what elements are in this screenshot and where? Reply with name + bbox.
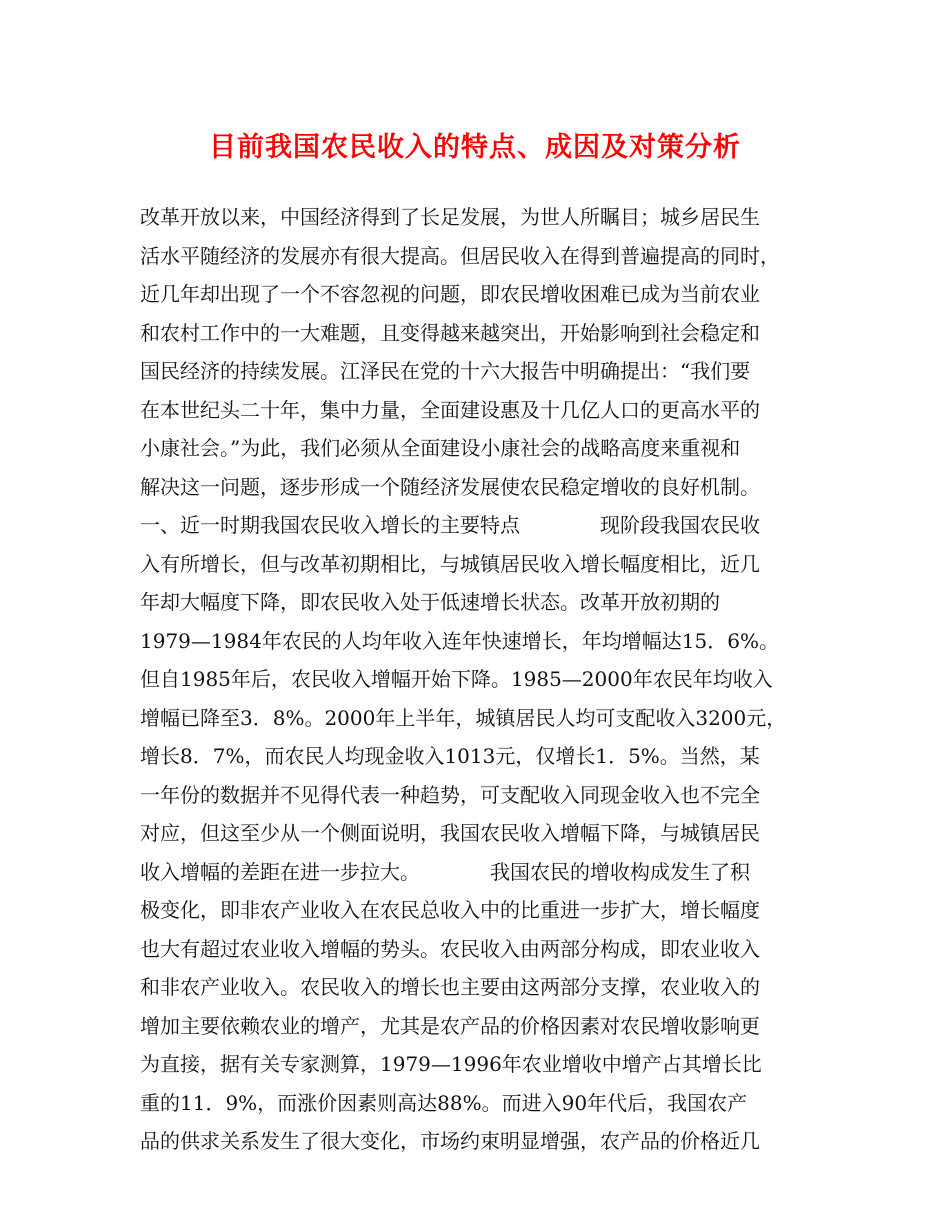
body-line: 国民经济的持续发展。江泽民在党的十六大报告中明确提出：“我们要 [140,359,751,383]
body-line: 品的供求关系发生了很大变化，市场约束明显增强，农产品的价格近几 [140,1129,760,1153]
body-line: 入有所增长，但与改革初期相比，与城镇居民收入增长幅度相比，近几 [140,551,760,576]
body-line: 1979—1984年农民的人均年收入连年快速增长，年均增幅达15．6%。 [140,628,779,653]
body-line: 年却大幅度下降，即农民收入处于低速增长状态。改革开放初期的 [140,590,720,614]
body-line: 小康社会。”为此，我们必须从全面建设小康社会的战略高度来重视和 [140,436,741,460]
body-line: 重的11．9%，而涨价因素则高达88%。而进入90年代后，我国农产 [140,1090,748,1115]
body-line: 解决这一问题，逐步形成一个随经济发展使农民稳定增收的良好机制。 [140,474,760,499]
body-line: 改革开放以来，中国经济得到了长足发展，为世人所瞩目；城乡居民生 [140,205,760,229]
body-line: 极变化，即非农产业收入在农民总收入中的比重进一步扩大，增长幅度 [140,898,760,922]
body-line: 也大有超过农业收入增幅的势头。农民收入由两部分构成，即农业收入 [140,936,760,961]
body-line: 在本世纪头二十年，集中力量，全面建设惠及十几亿人口的更高水平的 [140,397,760,422]
body-line: 收入增幅的差距在进一步拉大。 我国农民的增收构成发生了积 [140,859,750,884]
body-line: 和非农产业收入。农民收入的增长也主要由这两部分支撑，农业收入的 [140,975,760,999]
body-line: 增幅已降至3．8%。2000年上半年，城镇居民人均可支配收入3200元， [140,705,787,730]
body-line: 对应，但这至少从一个侧面说明，我国农民收入增幅下降，与城镇居民 [140,821,760,845]
body-line: 增长8．7%，而农民人均现金收入1013元，仅增长1．5%。当然，某 [140,744,760,768]
document-body [140,198,840,1161]
body-line: 活水平随经济的发展亦有很大提高。但居民收入在得到普遍提高的同时， [140,243,780,268]
body-line: 和农村工作中的一大难题，且变得越来越突出，开始影响到社会稳定和 [140,320,760,345]
body-line: 但自1985年后，农民收入增幅开始下降。1985—2000年农民年均收入 [140,667,773,691]
body-line: 近几年却出现了一个不容忽视的问题，即农民增收困难已成为当前农业 [140,282,760,306]
body-line: 为直接，据有关专家测算，1979—1996年农业增收中增产占其增长比 [140,1052,762,1076]
body-line: 一年份的数据并不见得代表一种趋势，可支配收入同现金收入也不完全 [140,782,760,807]
document-title: 目前我国农民收入的特点、成因及对策分析 [209,132,741,163]
body-line: 一、近一时期我国农民收入增长的主要特点 现阶段我国农民收 [140,513,760,537]
body-line: 增加主要依赖农业的增产，尤其是农产品的价格因素对农民增收影响更 [140,1013,760,1038]
